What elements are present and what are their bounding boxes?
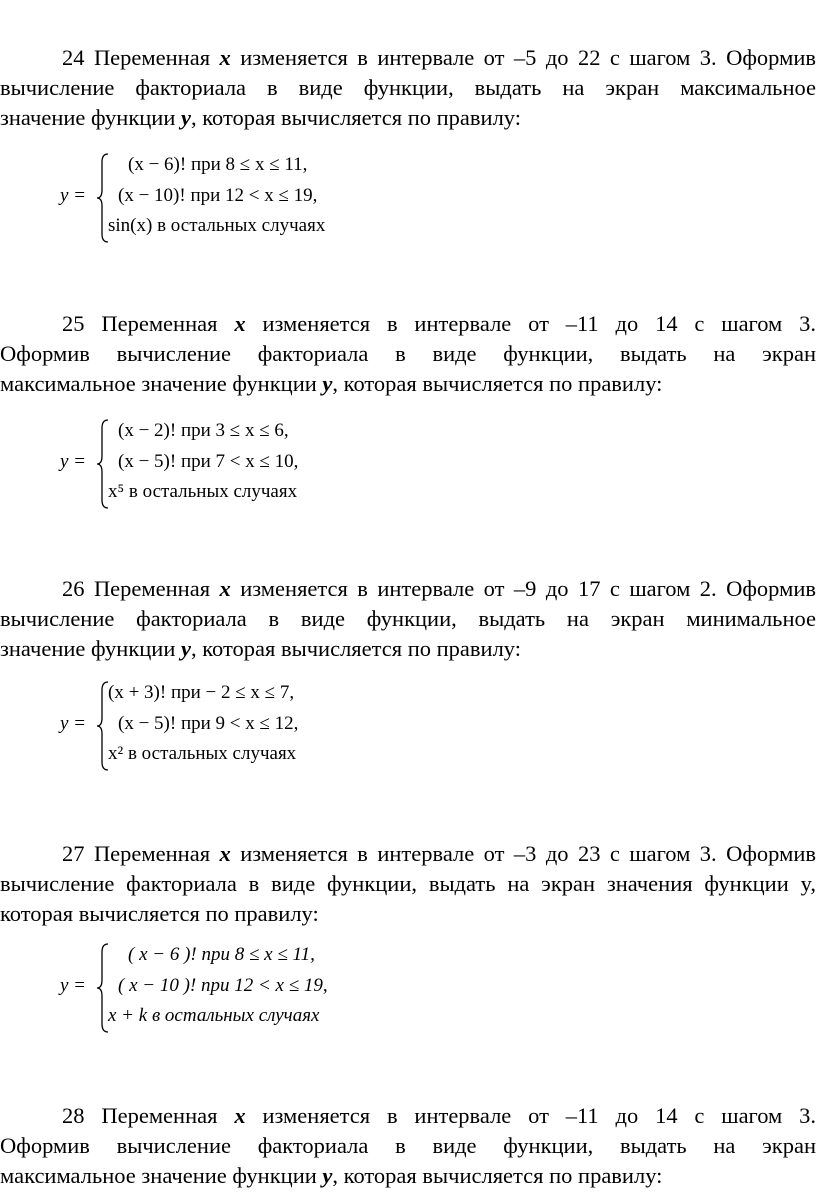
formula-y-label: y = [60, 451, 87, 472]
problem-27-formula [60, 942, 400, 1034]
text-line: максимальное значение функции y, которая вычисляется по правилу: [0, 1163, 663, 1188]
formula-row: (x − 2)! при 3 ≤ x ≤ 6, [118, 420, 289, 441]
variable-name: y [322, 371, 333, 396]
formula-y-label: y = [60, 713, 87, 734]
variable-name: y [181, 105, 191, 130]
formula-y-label: y = [60, 185, 87, 206]
formula-row: x⁵ в остальных случаях [108, 481, 298, 502]
text-line: Оформив вычисление факториала в виде функции, выдать на экран [0, 1133, 816, 1158]
text-line: вычисление факториала в виде функции, выдать на экран значения функции y, [0, 871, 816, 896]
text-line: 28 Переменная x изменяется в интервале от –11 до 14 с шагом 3. [62, 1103, 816, 1128]
problem-24-text [0, 43, 816, 133]
formula-row: ( x − 6 )! при 8 ≤ x ≤ 11, [128, 944, 315, 965]
formula-row: (x − 6)! при 8 ≤ x ≤ 11, [128, 154, 308, 175]
problem-26-formula [60, 680, 400, 772]
problem-28-text [0, 1101, 816, 1191]
variable-name: x [219, 576, 231, 601]
formula-row: sin(x) в остальных случаях [108, 215, 326, 236]
formula-row: (x − 5)! при 9 < x ≤ 12, [118, 713, 299, 734]
problem-27-text [0, 839, 816, 929]
formula-y-label: y = [60, 975, 87, 996]
formula-row: x² в остальных случаях [108, 743, 297, 764]
text-line: Оформив вычисление факториала в виде функции, выдать на экран [0, 341, 816, 366]
text-line: значение функции y, которая вычисляется по правилу: [0, 636, 521, 661]
problem-26-text [0, 574, 816, 664]
formula-row: (x + 3)! при − 2 ≤ x ≤ 7, [108, 682, 295, 703]
problem-25-text [0, 309, 816, 399]
variable-name: x [219, 45, 231, 70]
variable-name: x [219, 841, 231, 866]
formula-row: (x − 10)! при 12 < x ≤ 19, [118, 185, 318, 206]
text-line: 26 Переменная x изменяется в интервале от –9 до 17 с шагом 2. Оформив [62, 576, 816, 601]
problem-25-formula [60, 418, 400, 510]
text-line: 24 Переменная x изменяется в интервале от –5 до 22 с шагом 3. Оформив [62, 45, 816, 70]
text-line: значение функции y, которая вычисляется по правилу: [0, 105, 521, 130]
formula-row: ( x − 10 )! при 12 < x ≤ 19, [118, 975, 328, 996]
variable-name: y [181, 636, 191, 661]
variable-name: x [234, 311, 246, 336]
text-line: которая вычисляется по правилу: [0, 901, 319, 926]
text-line: вычисление факториала в виде функции, выдать на экран минимальное [0, 606, 816, 631]
text-line: максимальное значение функции y, которая вычисляется по правилу: [0, 371, 663, 396]
text-line: 27 Переменная x изменяется в интервале от –3 до 23 с шагом 3. Оформив [62, 841, 816, 866]
text-line: вычисление факториала в виде функции, выдать на экран максимальное [0, 75, 816, 100]
variable-name: y [322, 1163, 333, 1188]
text-line: 25 Переменная x изменяется в интервале от –11 до 14 с шагом 3. [62, 311, 816, 336]
variable-name: x [234, 1103, 246, 1128]
formula-row: x + k в остальных случаях [108, 1005, 320, 1026]
problem-24-formula [60, 152, 400, 244]
formula-row: (x − 5)! при 7 < x ≤ 10, [118, 451, 299, 472]
